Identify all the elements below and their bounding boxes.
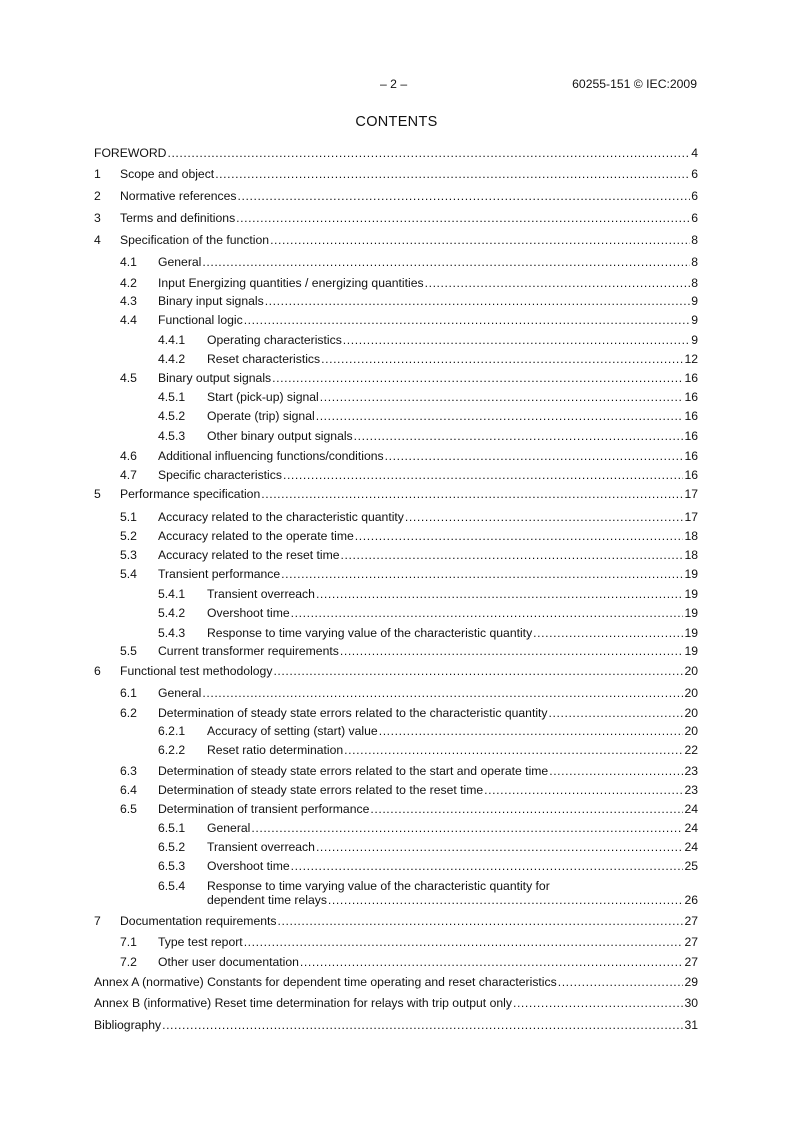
toc-leader-dots — [167, 146, 690, 160]
document-id: 60255-151 © IEC:2009 — [572, 77, 697, 91]
toc-entry-page: 20 — [684, 724, 698, 738]
toc-entry-page: 18 — [684, 548, 698, 562]
toc-leader-dots — [328, 893, 684, 907]
toc-leader-dots — [251, 821, 683, 835]
toc-entry-page: 29 — [684, 975, 698, 989]
toc-entry-title: Functional test methodology — [120, 664, 273, 678]
toc-entry[interactable] — [94, 840, 698, 854]
toc-leader-dots — [513, 996, 683, 1010]
toc-leader-dots — [261, 487, 683, 501]
toc-entry-number: 1 — [94, 167, 101, 181]
toc-entry[interactable] — [94, 146, 698, 160]
toc-leader-dots — [549, 764, 683, 778]
toc-entry-title: Performance specification — [120, 487, 261, 501]
toc-entry-number: 5.2 — [120, 529, 137, 543]
toc-entry-page: 6 — [691, 189, 698, 203]
toc-entry[interactable] — [94, 294, 698, 308]
toc-leader-dots — [343, 333, 690, 347]
toc-leader-dots — [320, 390, 684, 404]
toc-entry-title: Determination of steady state errors related to the start and operate time — [158, 764, 549, 778]
toc-entry-title: Accuracy of setting (start) value — [207, 724, 378, 738]
toc-entry-page: 24 — [684, 802, 698, 816]
toc-entry[interactable] — [94, 859, 698, 873]
toc-entry-number: 4.3 — [120, 294, 137, 308]
toc-entry[interactable] — [94, 449, 698, 463]
toc-entry-title: Operating characteristics — [207, 333, 342, 347]
toc-entry[interactable] — [94, 914, 698, 928]
toc-entry-page: 24 — [684, 821, 698, 835]
toc-entry[interactable] — [94, 955, 698, 969]
toc-entry-page: 18 — [684, 529, 698, 543]
toc-entry[interactable] — [94, 664, 698, 678]
toc-entry-page: 16 — [684, 390, 698, 404]
toc-entry-page: 9 — [691, 294, 698, 308]
page-number: – 2 – — [380, 77, 408, 91]
toc-entry[interactable] — [94, 879, 698, 907]
toc-entry-page: 4 — [691, 146, 698, 160]
toc-entry-number: 4 — [94, 233, 101, 247]
toc-entry-number: 6.2 — [120, 706, 137, 720]
toc-entry-number: 5.1 — [120, 510, 137, 524]
toc-entry-number: 7.1 — [120, 935, 137, 949]
toc-entry-title: Accuracy related to the characteristic quantity — [158, 510, 404, 524]
toc-leader-dots — [425, 276, 691, 290]
toc-leader-dots — [202, 686, 683, 700]
toc-entry-title: Accuracy related to the operate time — [158, 529, 354, 543]
toc-entry-number: 7.2 — [120, 955, 137, 969]
toc-entry-title: Determination of transient performance — [158, 802, 370, 816]
toc-entry-number: 6.5 — [120, 802, 137, 816]
toc-entry-number: 4.4.1 — [158, 333, 186, 347]
toc-entry[interactable] — [94, 724, 698, 738]
toc-entry-title: Binary input signals — [158, 294, 264, 308]
toc-entry-title: Specific characteristics — [158, 468, 282, 482]
toc-entry-number: 4.5 — [120, 371, 137, 385]
toc-entry[interactable] — [94, 548, 698, 562]
toc-entry-number: 4.5.3 — [158, 429, 186, 443]
toc-entry-title: Annex B (informative) Reset time determination for relays with trip output only — [94, 996, 512, 1010]
toc-entry-number: 6.2.2 — [158, 743, 186, 757]
toc-entry-title: Reset characteristics — [207, 352, 321, 366]
toc-entry-number: 5.4 — [120, 567, 137, 581]
toc-entry-number: 5.5 — [120, 644, 137, 658]
toc-entry-title: Current transformer requirements — [158, 644, 339, 658]
toc-leader-dots — [265, 294, 691, 308]
toc-entry-number: 4.7 — [120, 468, 137, 482]
toc-entry-number: 5.4.3 — [158, 626, 186, 640]
toc-entry-page: 27 — [684, 914, 698, 928]
toc-leader-dots — [273, 664, 683, 678]
toc-entry[interactable] — [94, 802, 698, 816]
toc-entry-page: 16 — [684, 468, 698, 482]
toc-entry-title: Annex A (normative) Constants for dependent time operating and reset characteristics — [94, 975, 557, 989]
toc-leader-dots — [281, 567, 683, 581]
toc-entry-title: Response to time varying value of the characteristic quantity — [207, 626, 533, 640]
toc-leader-dots — [316, 409, 684, 423]
toc-entry-page: 20 — [684, 664, 698, 678]
toc-entry-page: 26 — [684, 893, 698, 907]
toc-leader-dots — [558, 975, 684, 989]
toc-entry-number: 6.3 — [120, 764, 137, 778]
toc-entry-title: General — [158, 255, 202, 269]
toc-entry-number: 4.4 — [120, 313, 137, 327]
toc-leader-dots — [291, 859, 684, 873]
toc-entry[interactable] — [94, 352, 698, 366]
toc-entry-number: 5.4.1 — [158, 587, 186, 601]
toc-entry-title: Documentation requirements — [120, 914, 277, 928]
toc-entry-title: Start (pick-up) signal — [207, 390, 319, 404]
toc-leader-dots — [272, 371, 683, 385]
toc-entry-page: 22 — [684, 743, 698, 757]
toc-leader-dots — [340, 644, 684, 658]
toc-entry-number: 6 — [94, 664, 101, 678]
toc-entry-page: 19 — [684, 587, 698, 601]
toc-leader-dots — [291, 606, 684, 620]
toc-entry-number: 3 — [94, 211, 101, 225]
toc-entry-title: Transient overreach — [207, 840, 315, 854]
toc-entry[interactable] — [94, 167, 698, 181]
page-title: CONTENTS — [355, 114, 438, 130]
toc-entry-number: 4.4.2 — [158, 352, 186, 366]
toc-entry[interactable] — [94, 211, 698, 225]
toc-entry[interactable] — [94, 764, 698, 778]
toc-entry-number: 2 — [94, 189, 101, 203]
toc-leader-dots — [354, 429, 684, 443]
toc-entry[interactable] — [94, 567, 698, 581]
toc-entry-page: 19 — [684, 567, 698, 581]
toc-entry[interactable] — [94, 1018, 698, 1032]
toc-entry-number: 6.5.3 — [158, 859, 186, 873]
toc-leader-dots — [484, 783, 683, 797]
toc-entry[interactable] — [94, 935, 698, 949]
toc-leader-dots — [300, 955, 684, 969]
toc-entry-title: Determination of steady state errors related to the reset time — [158, 783, 484, 797]
toc-entry-page: 24 — [684, 840, 698, 854]
toc-leader-dots — [162, 1018, 683, 1032]
toc-entry-title: General — [207, 821, 251, 835]
toc-leader-dots — [316, 840, 684, 854]
toc-entry[interactable] — [94, 743, 698, 757]
toc-entry[interactable] — [94, 821, 698, 835]
toc-leader-dots — [405, 510, 684, 524]
toc-entry-page: 8 — [691, 233, 698, 247]
toc-entry[interactable] — [94, 371, 698, 385]
toc-leader-dots — [321, 352, 683, 366]
toc-entry[interactable] — [94, 409, 698, 423]
toc-entry-title: Type test report — [158, 935, 243, 949]
toc-entry-number: 7 — [94, 914, 101, 928]
toc-leader-dots — [244, 935, 684, 949]
toc-leader-dots — [355, 529, 684, 543]
toc-entry-page: 6 — [691, 167, 698, 181]
toc-entry-title-line1: Response to time varying value of the characteristic quantity for — [207, 879, 550, 893]
toc-entry-page: 16 — [684, 429, 698, 443]
toc-entry-title: Overshoot time — [207, 859, 290, 873]
toc-entry-title: Bibliography — [94, 1018, 162, 1032]
toc-entry-page: 9 — [691, 333, 698, 347]
toc-entry-page: 17 — [684, 487, 698, 501]
toc-entry-title: Binary output signals — [158, 371, 272, 385]
toc-entry-number: 6.2.1 — [158, 724, 186, 738]
toc-entry-page: 16 — [684, 409, 698, 423]
toc-leader-dots — [202, 255, 690, 269]
toc-entry-title: General — [158, 686, 202, 700]
toc-entry-page: 20 — [684, 686, 698, 700]
toc-leader-dots — [278, 914, 684, 928]
toc-entry-title: Accuracy related to the reset time — [158, 548, 340, 562]
toc-entry-page: 27 — [684, 935, 698, 949]
toc-entry-page: 23 — [684, 783, 698, 797]
toc-leader-dots — [379, 724, 684, 738]
toc-entry[interactable] — [94, 233, 698, 247]
toc-entry-title: Input Energizing quantities / energizing quantities — [158, 276, 424, 290]
toc-entry-title: Transient overreach — [207, 587, 315, 601]
toc-entry-number: 6.1 — [120, 686, 137, 700]
toc-entry[interactable] — [94, 468, 698, 482]
toc-entry-page: 19 — [684, 606, 698, 620]
toc-entry-page: 27 — [684, 955, 698, 969]
toc-entry-title: Transient performance — [158, 567, 281, 581]
toc-entry[interactable] — [94, 487, 698, 501]
toc-entry[interactable] — [94, 706, 698, 720]
toc-entry-title: Specification of the function — [120, 233, 270, 247]
toc-entry[interactable] — [94, 996, 698, 1010]
toc-entry-page: 23 — [684, 764, 698, 778]
toc-entry-title: Other user documentation — [158, 955, 299, 969]
toc-entry-number: 4.6 — [120, 449, 137, 463]
toc-entry[interactable] — [94, 510, 698, 524]
toc-entry-title: Terms and definitions — [120, 211, 236, 225]
toc-entry-title: Normative references — [120, 189, 237, 203]
toc-entry[interactable] — [94, 189, 698, 203]
toc-leader-dots — [385, 449, 684, 463]
toc-entry-page: 19 — [684, 626, 698, 640]
toc-entry-number: 4.2 — [120, 276, 137, 290]
toc-leader-dots — [344, 743, 683, 757]
toc-entry-page: 30 — [684, 996, 698, 1010]
toc-entry[interactable] — [94, 390, 698, 404]
toc-entry-number: 6.5.1 — [158, 821, 186, 835]
toc-entry-title: dependent time relays — [207, 893, 327, 907]
toc-leader-dots — [244, 313, 691, 327]
toc-entry-number: 6.4 — [120, 783, 137, 797]
toc-entry-page: 8 — [691, 255, 698, 269]
toc-entry[interactable] — [94, 783, 698, 797]
toc-entry-title: Functional logic — [158, 313, 243, 327]
toc-entry-page: 8 — [691, 276, 698, 290]
toc-entry-page: 25 — [684, 859, 698, 873]
toc-entry-page: 16 — [684, 371, 698, 385]
toc-entry[interactable] — [94, 975, 698, 989]
toc-leader-dots — [533, 626, 683, 640]
toc-entry-title: Operate (trip) signal — [207, 409, 315, 423]
toc-entry[interactable] — [94, 606, 698, 620]
toc-entry-title: Other binary output signals — [207, 429, 353, 443]
toc-entry-number: 5.4.2 — [158, 606, 186, 620]
toc-entry-title: Reset ratio determination — [207, 743, 344, 757]
toc-entry[interactable] — [94, 529, 698, 543]
toc-leader-dots — [238, 189, 691, 203]
toc-entry[interactable] — [94, 587, 698, 601]
toc-entry[interactable] — [94, 276, 698, 290]
toc-entry-title: FOREWORD — [94, 146, 167, 160]
toc-entry-page: 17 — [684, 510, 698, 524]
toc-entry-number: 6.5.2 — [158, 840, 186, 854]
toc-entry-page: 20 — [684, 706, 698, 720]
toc-leader-dots — [341, 548, 684, 562]
toc-entry[interactable] — [94, 429, 698, 443]
toc-entry[interactable] — [94, 333, 698, 347]
toc-entry-page: 31 — [684, 1018, 698, 1032]
toc-entry[interactable] — [94, 644, 698, 658]
toc-entry[interactable] — [94, 313, 698, 327]
toc-leader-dots — [270, 233, 690, 247]
toc-entry-number: 5 — [94, 487, 101, 501]
toc-leader-dots — [283, 468, 683, 482]
toc-entry-page: 9 — [691, 313, 698, 327]
toc-entry[interactable] — [94, 255, 698, 269]
toc-entry-page: 19 — [684, 644, 698, 658]
toc-entry-number: 5.3 — [120, 548, 137, 562]
toc-leader-dots — [215, 167, 690, 181]
toc-entry-number: 4.5.2 — [158, 409, 186, 423]
toc-entry-title: Scope and object — [120, 167, 215, 181]
toc-entry[interactable] — [94, 626, 698, 640]
toc-leader-dots — [370, 802, 683, 816]
toc-leader-dots — [236, 211, 690, 225]
toc-leader-dots — [316, 587, 684, 601]
toc-entry-number: 6.5.4 — [158, 879, 186, 893]
toc-entry-page: 16 — [684, 449, 698, 463]
toc-entry-title: Determination of steady state errors related to the characteristic quantity — [158, 706, 548, 720]
toc-entry-title: Additional influencing functions/conditions — [158, 449, 384, 463]
toc-entry-page: 12 — [684, 352, 698, 366]
toc-entry-page: 6 — [691, 211, 698, 225]
toc-entry-title: Overshoot time — [207, 606, 290, 620]
toc-leader-dots — [549, 706, 684, 720]
toc-entry-number: 4.5.1 — [158, 390, 186, 404]
toc-entry-number: 4.1 — [120, 255, 137, 269]
toc-entry[interactable] — [94, 686, 698, 700]
